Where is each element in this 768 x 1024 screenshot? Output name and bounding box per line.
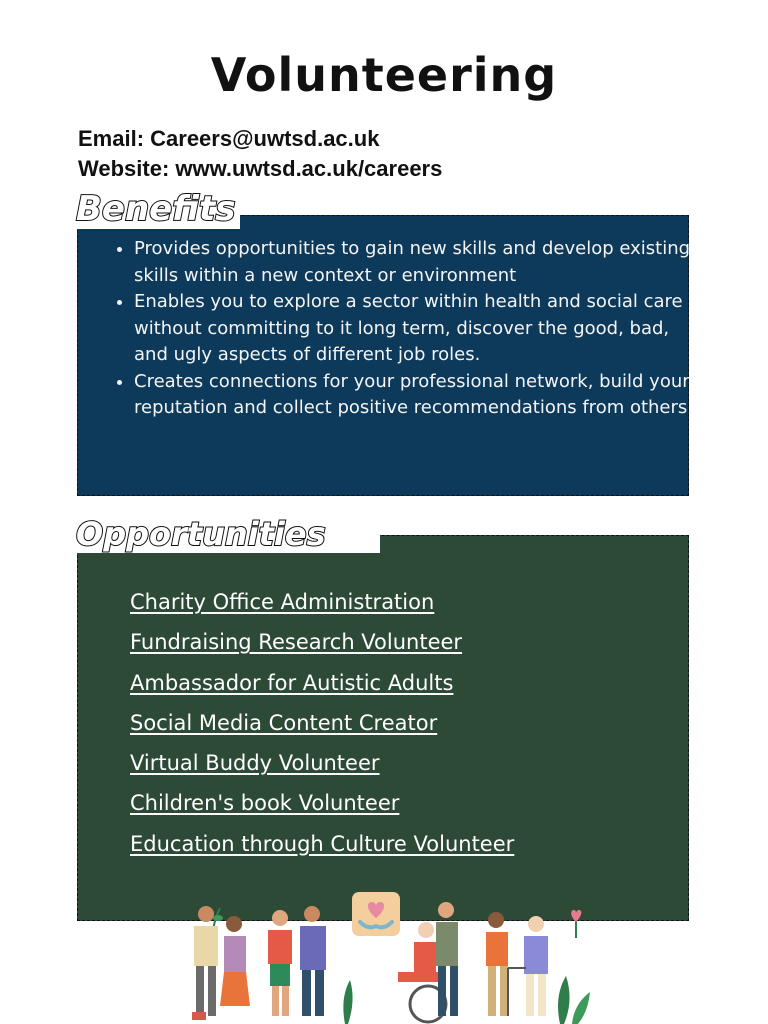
benefit-item: • Provides opportunities to gain new skills and develop existing skills within a new context or environment [134,236,704,289]
page-title: Volunteering [210,48,558,102]
opportunities-list [130,586,514,868]
contact-website: Website: www.uwtsd.ac.uk/careers [78,156,443,181]
opportunities-heading: Opportunities [76,515,380,553]
opportunity-link-charity-office[interactable]: Charity Office Administration [130,590,435,614]
opportunity-link-virtual-buddy[interactable]: Virtual Buddy Volunteer [130,751,380,776]
benefit-item: • Creates connections for your professional network, build your reputation and collect positive recommendations from others. [134,369,704,422]
benefits-heading: Benefits [76,189,240,229]
opportunity-link-ambassador-autistic-adults[interactable]: Ambassador for Autistic Adults [130,670,454,695]
contact-email: Email: Careers@uwtsd.ac.uk [78,126,380,151]
heart-hands-icon [352,892,400,936]
opportunity-link-fundraising-research[interactable]: Fundraising Research Volunteer [130,630,463,655]
opportunity-link-education-culture[interactable]: Education through Culture Volunteer [130,831,515,856]
opportunity-link-childrens-book[interactable]: Children's book Volunteer [130,791,400,816]
opportunity-link-social-media-content[interactable]: Social Media Content Creator [130,710,438,735]
volunteers-illustration [170,888,600,1024]
benefit-item: • Enables you to explore a sector within health and social care without committing to it long term, discover the good, bad, and ugly aspects of different job roles. [134,289,704,369]
benefits-list [108,236,704,422]
